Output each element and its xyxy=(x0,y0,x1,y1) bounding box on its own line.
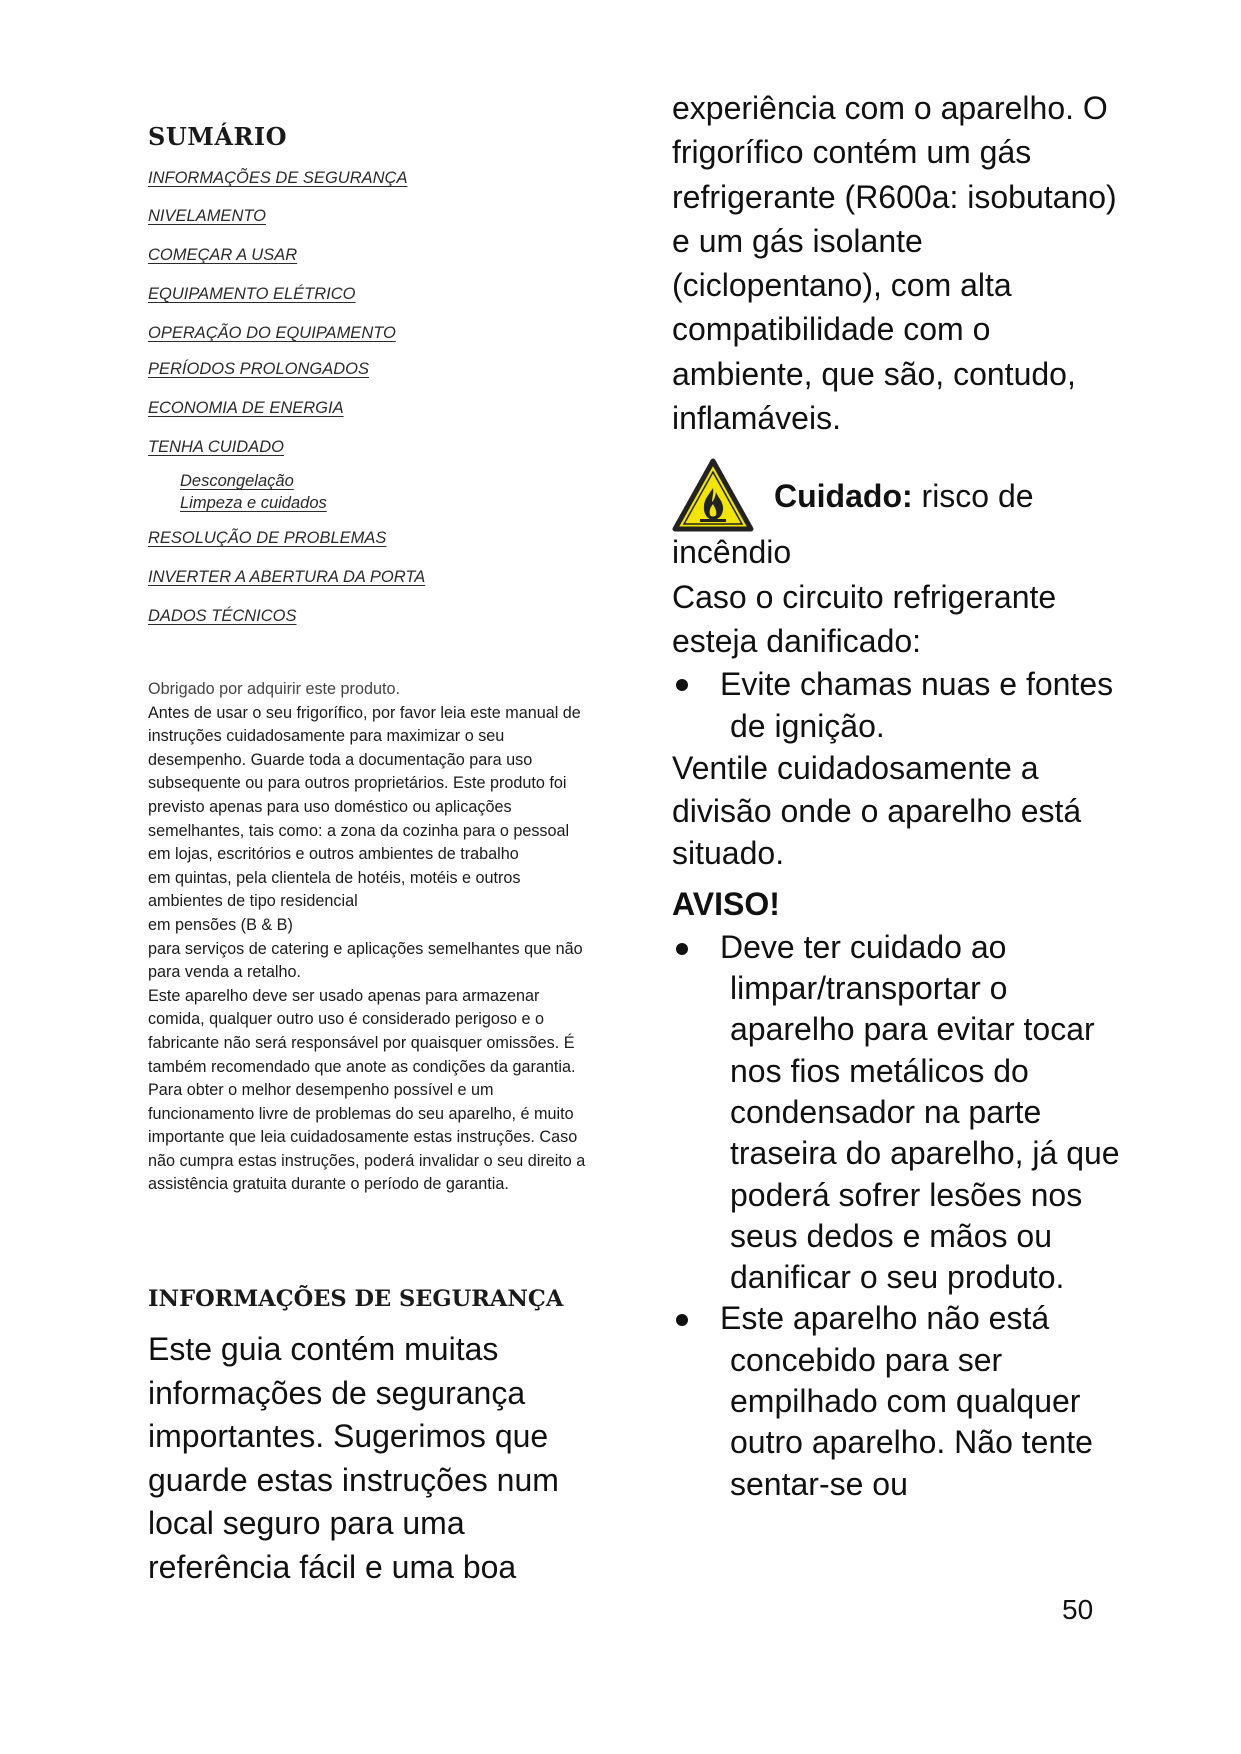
fire-warning-icon xyxy=(672,458,754,532)
toc-link-inverter-abertura[interactable]: INVERTER A ABERTURA DA PORTA xyxy=(148,568,426,586)
toc-link-comecar-a-usar[interactable]: COMEÇAR A USAR xyxy=(148,246,298,264)
caution-row xyxy=(672,458,1122,532)
intro-text xyxy=(148,678,588,1197)
aviso-title: AVISO! xyxy=(672,885,780,922)
continuation-paragraph: experiência com o aparelho. O frigorífico contém um gás refrigerante (R600a: isobutano) e um gás isolante (ciclopentano), com alta compatibilidade com o ambiente, que são, contudo, inflamáveis. xyxy=(672,90,1117,437)
intro-line-5: Este aparelho deve ser usado apenas para armazenar comida, qualquer outro uso é considerado perigoso e o fabricante não será responsável por quaisquer omissões. É também recomendado que anote as condições da garantia. Para obter o melhor desempenho possível e um funcionamento livre de problemas do seu aparelho, é muito importante que leia cuidadosamente estas instruções. Caso não cumpra estas instruções, poderá invalidar o seu direito a assistência gratuita durante o período de garantia. xyxy=(148,986,586,1194)
toc-link-informacoes-seguranca[interactable]: INFORMAÇÕES DE SEGURANÇA xyxy=(148,169,408,187)
list-item xyxy=(672,927,1122,1299)
caution-text: risco de xyxy=(912,478,1034,515)
fire-bullet-list xyxy=(672,663,1122,747)
list-item xyxy=(672,1298,1122,1504)
intro-thanks: Obrigado por adquirir este produto. xyxy=(148,680,400,698)
bullet-text: Deve ter cuidado ao limpar/transportar o aparelho para evitar tocar nos fios metálicos do condensador na parte traseira do aparelho, já que poderá sofrer lesões nos seus dedos e mãos ou danificar o seu produto. xyxy=(720,928,1120,1296)
intro-line-3: em pensões (B & B) xyxy=(148,915,293,934)
bullet-icon xyxy=(676,679,688,691)
toc-link-limpeza-cuidados[interactable]: Limpeza e cuidados xyxy=(180,494,327,512)
bullet-text: Este aparelho não está concebido para ser empilhado com qualquer outro aparelho. Não tente sentar-se ou xyxy=(720,1300,1093,1502)
toc-link-descongelacao[interactable]: Descongelação xyxy=(180,472,294,490)
toc-link-resolucao-problemas[interactable]: RESOLUÇÃO DE PROBLEMAS xyxy=(148,529,387,547)
caution-line xyxy=(774,478,1034,515)
aviso-bullet-list xyxy=(672,927,1122,1505)
intro-line-2: em quintas, pela clientela de hotéis, motéis e outros ambientes de tipo residencial xyxy=(148,868,521,911)
bullet-text: Evite chamas nuas e fontes de ignição. xyxy=(720,666,1114,745)
toc-link-economia-energia[interactable]: ECONOMIA DE ENERGIA xyxy=(148,399,344,417)
intro-line-4: para serviços de catering e aplicações semelhantes que não para venda a retalho. xyxy=(148,939,583,982)
safety-section-title: INFORMAÇÕES DE SEGURANÇA xyxy=(148,1286,564,1312)
right-column xyxy=(672,86,1122,1505)
toc-link-operacao-equipamento[interactable]: OPERAÇÃO DO EQUIPAMENTO xyxy=(148,324,396,342)
bullet-icon xyxy=(676,1314,688,1326)
intro-body: Antes de usar o seu frigorífico, por favor leia este manual de instruções cuidadosamente para maximizar o seu desempenho. Guarde toda a documentação para uso subsequente ou para outros proprietários. Este produto foi previsto apenas para uso doméstico ou aplicações semelhantes, tais como: a zona da cozinha para o pessoal em lojas, escritórios e outros ambientes de trabalho xyxy=(148,703,581,864)
list-item xyxy=(672,663,1122,747)
page-number: 50 xyxy=(1062,1594,1094,1625)
toc-link-periodos-prolongados[interactable]: PERÍODOS PROLONGADOS xyxy=(148,360,369,378)
caution-body xyxy=(672,530,1122,1505)
caution-continuation: incêndio xyxy=(672,534,792,571)
safety-paragraph: Este guia contém muitas informações de segurança importantes. Sugerimos que guarde estas instruções num local seguro para uma referência fácil e uma boa xyxy=(148,1331,559,1585)
toc-link-dados-tecnicos[interactable]: DADOS TÉCNICOS xyxy=(148,607,297,625)
toc-link-equipamento-eletrico[interactable]: EQUIPAMENTO ELÉTRICO xyxy=(148,285,356,303)
caution-label: Cuidado: xyxy=(774,478,913,515)
bullet-icon xyxy=(676,943,688,955)
toc-link-tenha-cuidado[interactable]: TENHA CUIDADO xyxy=(148,438,284,456)
circuit-text: Caso o circuito refrigerante esteja danificado: xyxy=(672,578,1057,659)
ventile-text: Ventile cuidadosamente a divisão onde o aparelho está situado. xyxy=(672,750,1082,872)
toc-title: SUMÁRIO xyxy=(148,122,288,151)
toc-link-nivelamento[interactable]: NIVELAMENTO xyxy=(148,207,266,225)
